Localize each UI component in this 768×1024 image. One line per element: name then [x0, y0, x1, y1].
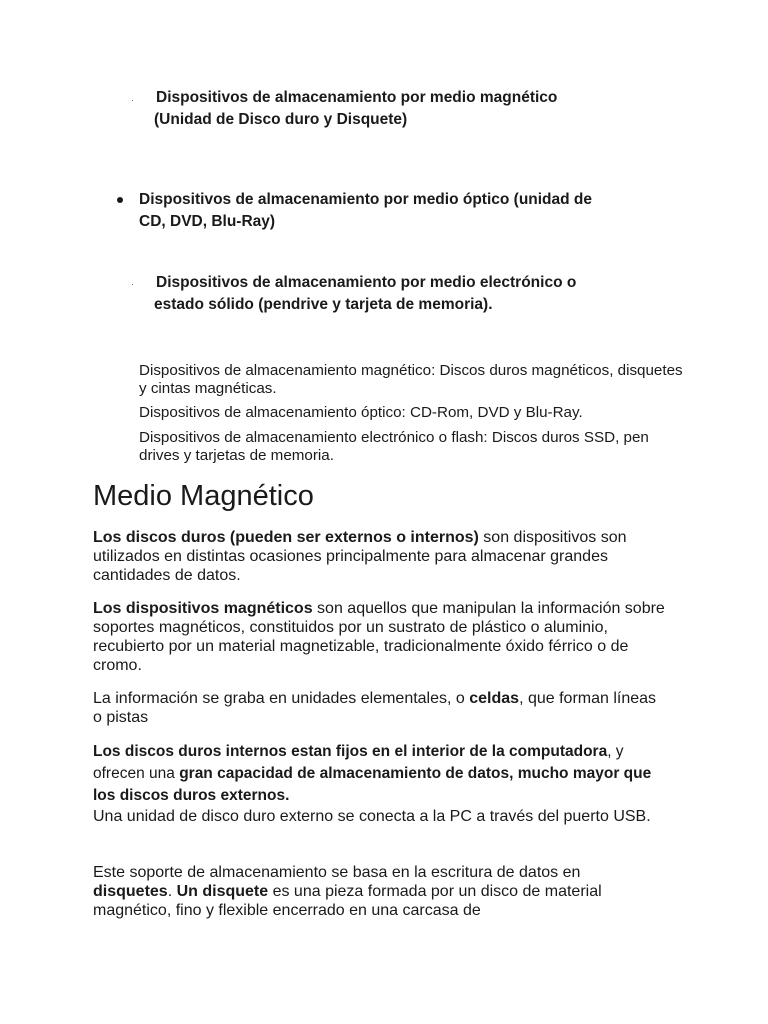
paragraph-text: es una pieza formada por un disco de material magnético, fino y flexible encerrado en una carcasa de [93, 883, 602, 919]
paragraph-bold: Un disquete [176, 883, 269, 900]
paragraph-text: , que forman líneas o pistas [93, 690, 657, 726]
summary-optical: Dispositivos de almacenamiento óptico: CD-Rom, DVD y Blu-Ray. [139, 404, 583, 421]
paragraph-internal-disks [93, 741, 663, 807]
bullet-line: Dispositivos de almacenamiento por medio óptico (unidad de [139, 191, 593, 208]
paragraph-text: . [167, 883, 177, 900]
bullet-marker: · [131, 95, 134, 105]
paragraph-text: Este soporte de almacenamiento se basa en la escritura de datos en [93, 864, 581, 881]
paragraph-bold: Los discos duros internos estan fijos en el interior de la computadora [93, 743, 608, 760]
summary-electronic: Dispositivos de almacenamiento electrónico o flash: Discos duros SSD, pen drives y tarjetas de memoria. [139, 429, 649, 464]
bullet-item-magnetic [156, 87, 676, 131]
paragraph-text: , y ofrecen una [93, 743, 624, 782]
paragraph-bold: gran capacidad de almacenamiento de datos, mucho mayor que los discos duros externos. [93, 765, 652, 804]
bullet-item-electronic [156, 272, 676, 316]
paragraph-bold: Los discos duros (pueden ser externos o internos) [93, 529, 479, 546]
paragraph-hard-disks [93, 528, 673, 585]
paragraph-bold: disquetes [93, 883, 168, 900]
paragraph-bold: Los dispositivos magnéticos [93, 600, 313, 617]
bullet-line: Dispositivos de almacenamiento por medio magnético [156, 89, 558, 106]
bullet-line: (Unidad de Disco duro y Disquete) [154, 111, 408, 128]
paragraph-cells [93, 689, 663, 727]
paragraph-magnetic-devices [93, 599, 673, 675]
section-heading: Medio Magnético [93, 480, 314, 512]
paragraph-text: La información se graba en unidades elementales, o [93, 690, 470, 707]
paragraph-text: son dispositivos son utilizados en distintas ocasiones principalmente para almacenar grandes cantidades de datos. [93, 529, 627, 584]
bullet-line: Dispositivos de almacenamiento por medio electrónico o [156, 274, 577, 291]
paragraph-text: son aquellos que manipulan la información sobre soportes magnéticos, constituidos por un sustrato de plástico o aluminio, recubierto por un material magnetizable, tradicionalmente óxido férrico o de cromo. [93, 600, 665, 674]
bullet-line: estado sólido (pendrive y tarjeta de memoria). [154, 296, 493, 313]
bullet-marker [117, 197, 123, 203]
paragraph-bold: celdas [469, 690, 520, 707]
bullet-line: CD, DVD, Blu-Ray) [139, 213, 276, 230]
bullet-item-optical [139, 189, 699, 233]
bullet-marker: · [131, 279, 134, 289]
summary-magnetic: Dispositivos de almacenamiento magnético: Discos duros magnéticos, disquetes y cintas magnéticas. [139, 362, 683, 397]
paragraph-floppy [93, 863, 663, 920]
paragraph-external-disk: Una unidad de disco duro externo se conecta a la PC a través del puerto USB. [93, 808, 651, 825]
